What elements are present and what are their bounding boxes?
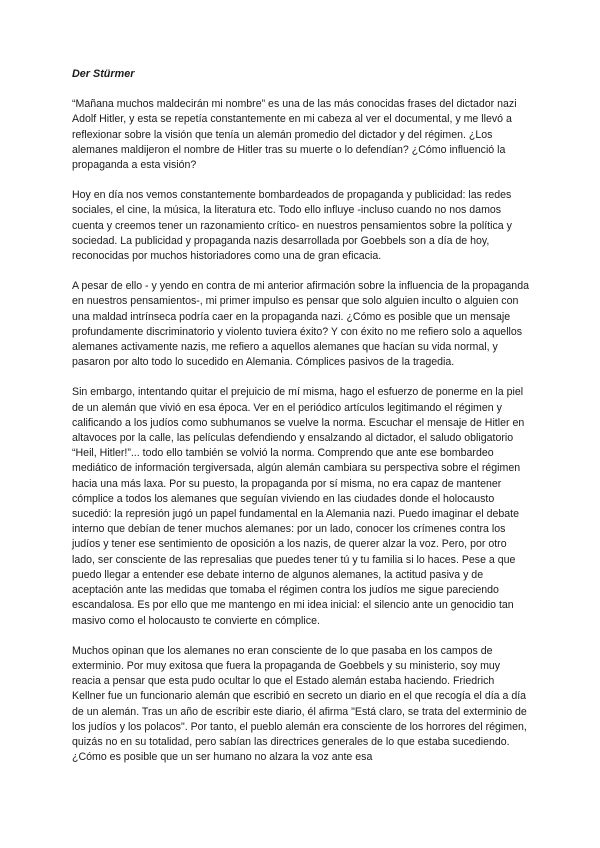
paragraph-2: Hoy en día nos vemos constantemente bombardeados de propaganda y publicidad: las redes sociales, el cine, la música, la literatura etc. Todo ello influye -incluso cuando no nos damos cuenta y creemos tener un razonamiento crítico- en nuestros pensamientos sobre la política y sociedad. La publicidad y propaganda nazis desarrollada por Goebbels son a día de hoy, reconocidas por muchos historiadores como una de gran eficacia.	[72, 189, 512, 263]
document-page	[72, 60, 530, 780]
document-title: Der Stürmer	[72, 68, 135, 80]
paragraph-4: Sin embargo, intentando quitar el prejuicio de mí misma, hago el esfuerzo de ponerme en la piel de un alemán que vivió en esa época. Ver en el periódico artículos legitimando el régimen y calificando a los judíos como subhumanos se vuelve la norma. Escuchar el mensaje de Hitler en altavoces por la calle, las películas defendiendo y ensalzando al dictador, el saludo obligatorio “Heil, Hitler!”... todo ello también se volvió la norma. Comprendo que ante ese bombardeo mediático de información tergiversada, algún alemán cambiara su perspectiva sobre el régimen hacia una más laxa. Por su puesto, la propaganda por sí misma, no era capaz de mantener cómplice a todos los alemanes que seguían viviendo en las ciudades donde el holocausto sucedió: la represión jugó un papel fundamental en la Alemania nazi. Puedo imaginar el debate interno que debían de tener muchos alemanes: por un lado, conocer los crímenes contra los judíos y tener ese sentimiento de oposición a los nazis, de querer alzar la voz. Pero, por otro lado, ser consciente de las represalias que puedes tener tú y tu familia si lo haces. Pese a que puedo llegar a entender ese debate interno de algunos alemanes, la actitud pasiva y de aceptación ante las medidas que tomaba el régimen contra los judíos me sigue pareciendo escandalosa. Es por ello que me mantengo en mi idea inicial: el silencio ante un genocidio tan masivo como el holocausto te convierte en cómplice.	[72, 386, 525, 627]
paragraph-3: A pesar de ello - y yendo en contra de mi anterior afirmación sobre la influencia de la propaganda en nuestros pensamientos-, mi primer impulso es pensar que solo alguien inculto o alguien con una maldad intrínseca podría caer en la propaganda nazi. ¿Cómo es posible que un mensaje profundamente discriminatorio y violento tuviera éxito? Y con éxito no me refiero solo a aquellos alemanes activamente nazis, me refiero a aquellos alemanes que hacían su vida normal, y pasaron por alto todo lo sucedido en Alemania. Cómplices pasivos de la tragedia.	[72, 280, 529, 369]
paragraph-1: “Mañana muchos maldecirán mi nombre” es una de las más conocidas frases del dictador nazi Adolf Hitler, y esta se repetía constantemente en mi cabeza al ver el documental, y me llevó a reflexionar sobre la visión que tenía un alemán promedio del dictador y del régimen. ¿Los alemanes maldijeron el nombre de Hitler tras su muerte o lo defendían? ¿Cómo influenció la propaganda a esta visión?	[72, 98, 517, 172]
paragraph-5: Muchos opinan que los alemanes no eran consciente de lo que pasaba en los campos de exterminio. Por muy exitosa que fuera la propaganda de Goebbels y su ministerio, soy muy reacia a pensar que esta pudo ocultar lo que el Estado alemán estaba haciendo. Friedrich Kellner fue un funcionario alemán que escribió en secreto un diario en el que recogía el día a día de un alemán. Tras un año de escribir este diario, él afirma "Está claro, se trata del exterminio de los judíos y los polacos". Por tanto, el pueblo alemán era consciente de los horrores del régimen, quizás no en su totalidad, pero sabían las directrices generales de lo que estaba sucediendo. ¿Cómo es posible que un ser humano no alzara la voz ante esa	[72, 644, 527, 764]
